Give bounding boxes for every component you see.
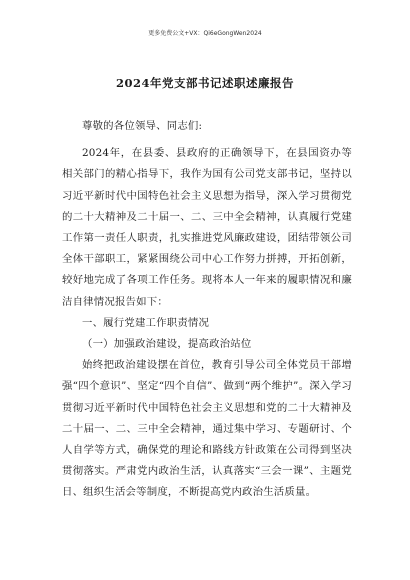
document-title: 2024年党支部书记述职述廉报告 bbox=[115, 76, 294, 90]
section-heading: 一、履行党建工作职责情况 bbox=[82, 316, 210, 329]
intro-paragraph: 2024年，在县委、县政府的正确领导下，在县国资办等相关部门的精心指导下，我作为国有公司党支部书记，坚持以习近平新时代中国特色社会主义思想为指导，深入学习贯彻党的二十大精神及二十届一、二、三中全会精神，认真履行党建工作第一责任人职责，扎实推进党风廉政建设，团结带领公司全体干部职工，紧紧围绕公司中心工作努力拼搏，开拓创新，较好地完成了各项工作任务。现将本人一年来的履职情况和廉洁自律情况报告如下： bbox=[62, 147, 352, 308]
header-note: 更多免费公文+VX：Qi6eGongWen2024 bbox=[148, 30, 262, 37]
body-paragraph: 始终把政治建设摆在首位，教育引导公司全体党员干部增强“四个意识”、坚定“四个自信”、做到“两个维护”。深入学习贯彻习近平新时代中国特色社会主义思想和党的二十大精神及二十届一、二、三中全会精神，通过集中学习、专题研讨、个人自学等方式，确保党的理论和路线方针政策在公司得到坚决贯彻落实。严肃党内政治生活，认真落实“三会一课”、主题党日、组织生活会等制度，不断提高党内政治生活质量。 bbox=[62, 359, 352, 499]
sub-heading: （一）加强政治建设，提高政治站位 bbox=[82, 338, 252, 351]
document-body bbox=[62, 116, 352, 504]
salutation: 尊敬的各位领导、同志们: bbox=[82, 120, 203, 132]
